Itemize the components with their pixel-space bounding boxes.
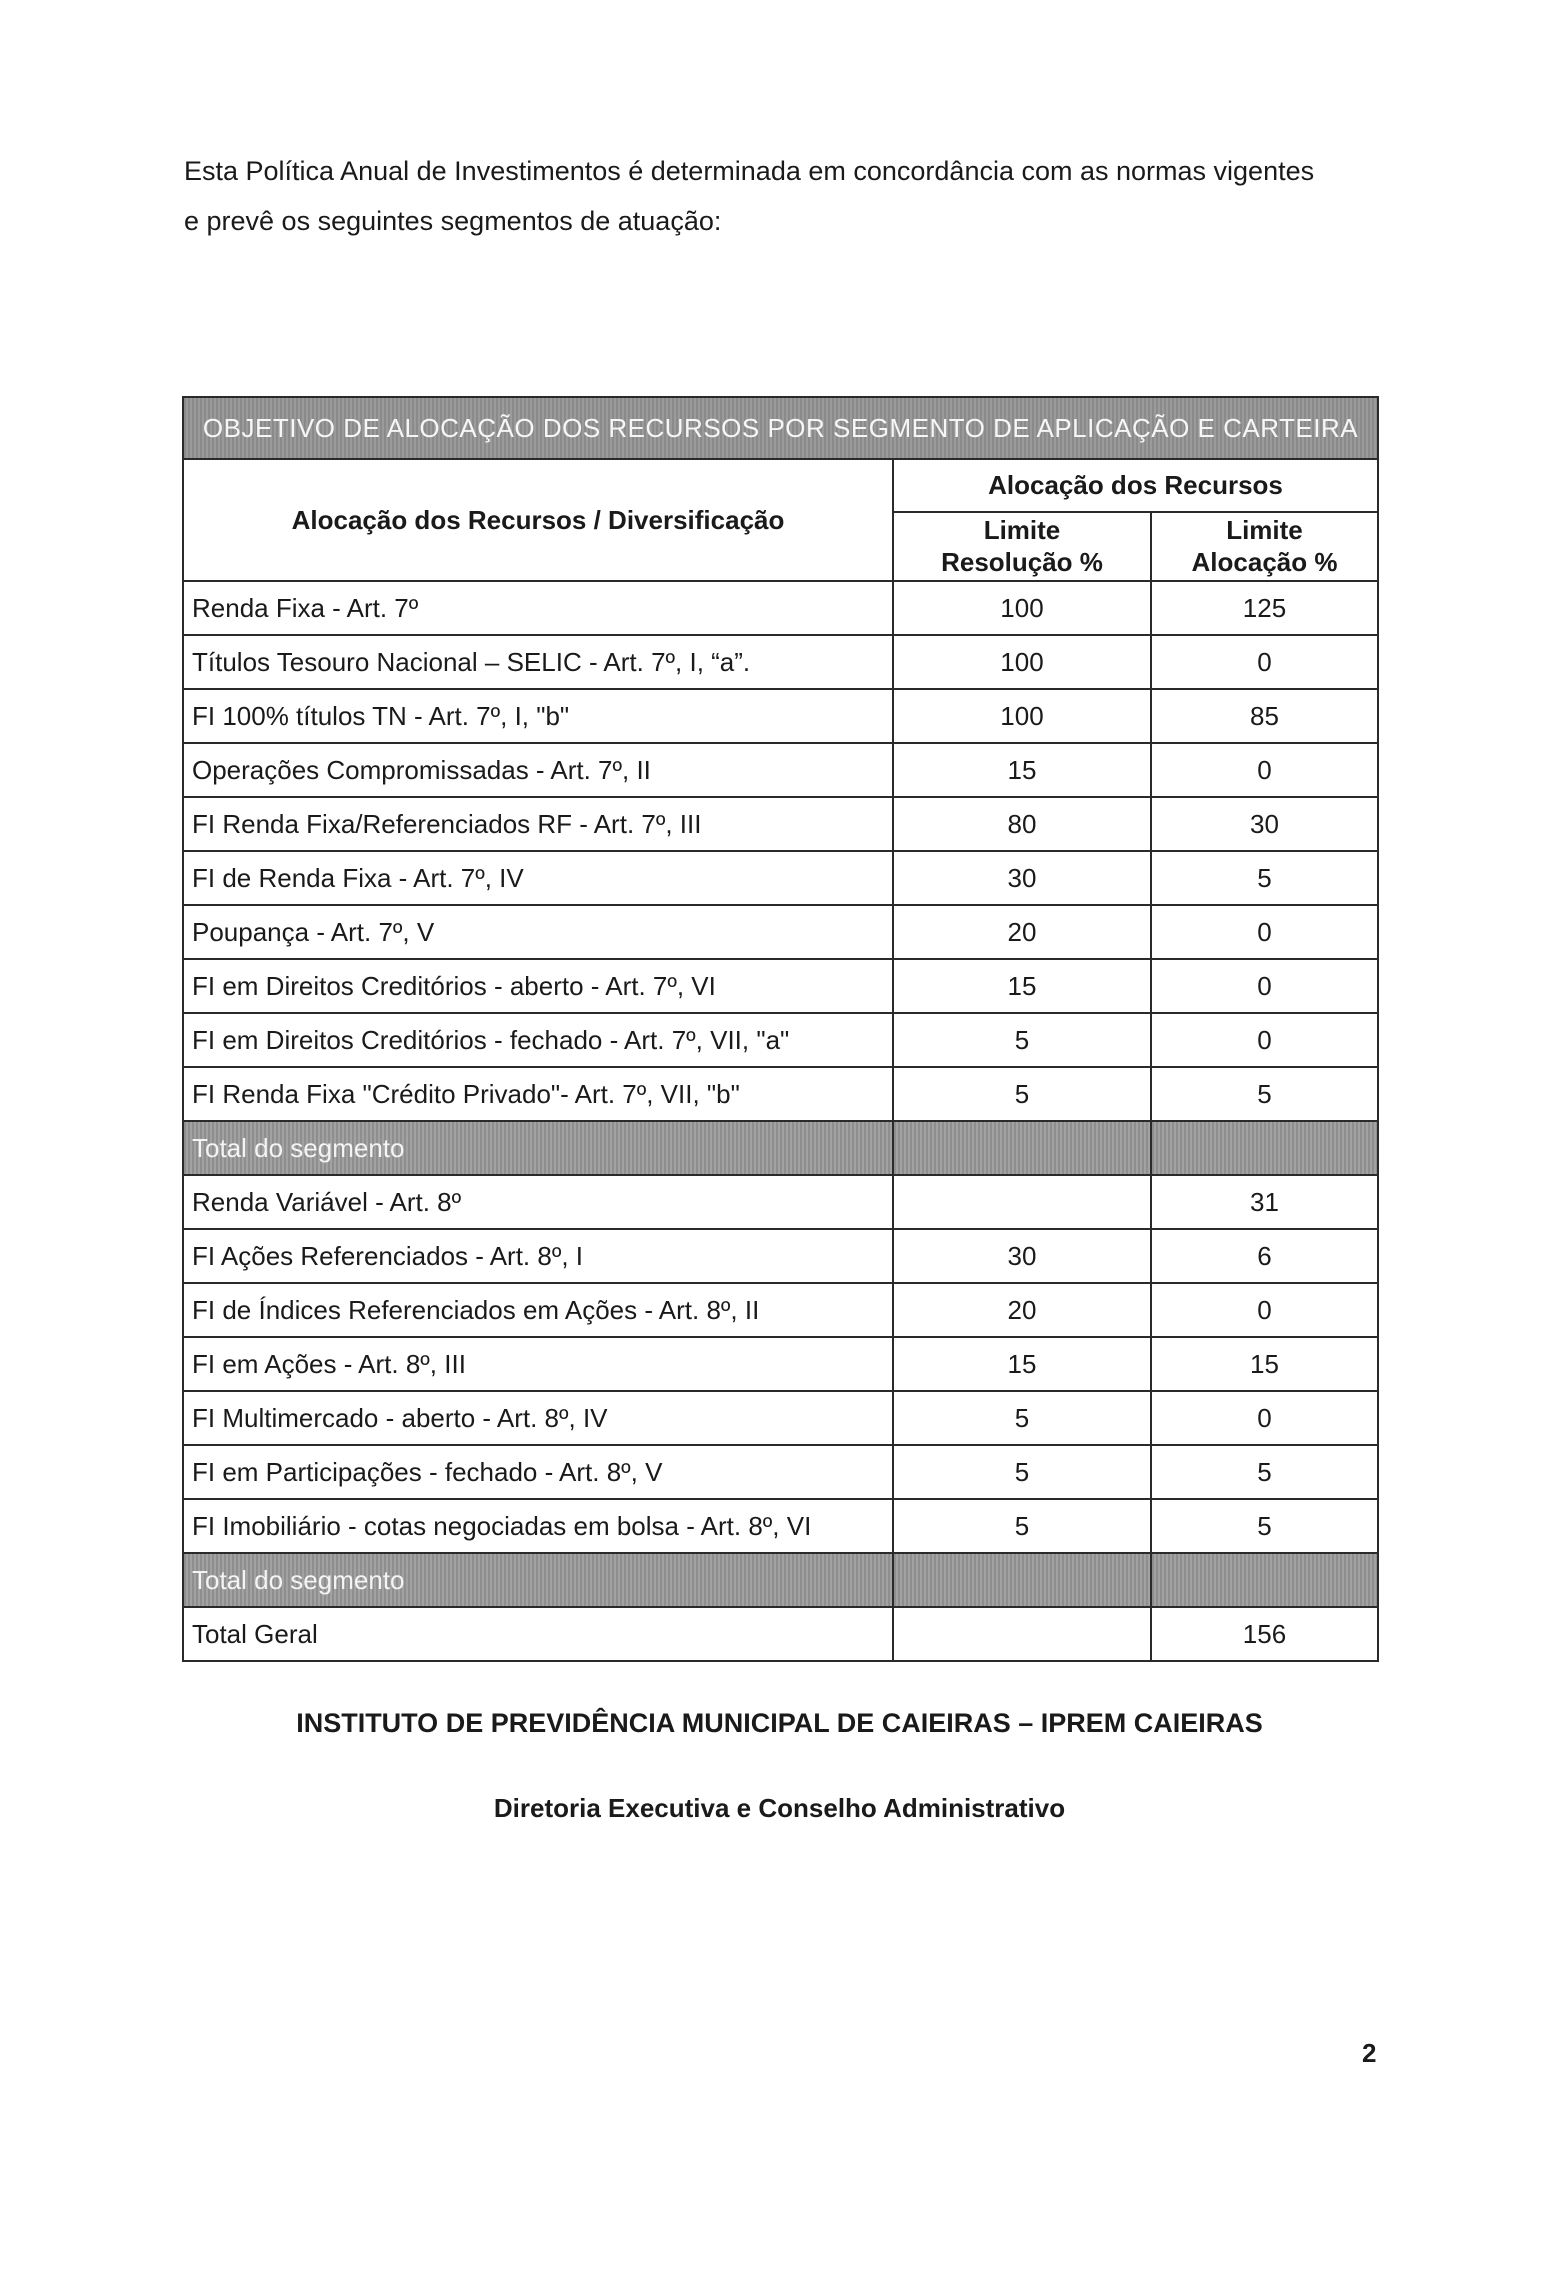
row-limit-allocation: 5 bbox=[1151, 1499, 1378, 1553]
table-row bbox=[183, 1229, 1378, 1283]
allocation-table bbox=[182, 396, 1379, 1662]
row-label: FI em Direitos Creditórios - aberto - Art. 7º, VI bbox=[183, 959, 893, 1013]
table-row bbox=[183, 1013, 1378, 1067]
row-limit-allocation: 0 bbox=[1151, 1283, 1378, 1337]
table-row bbox=[183, 905, 1378, 959]
row-label: FI Multimercado - aberto - Art. 8º, IV bbox=[183, 1391, 893, 1445]
row-limit-resolution: 30 bbox=[893, 851, 1151, 905]
segment-total-empty bbox=[1151, 1121, 1378, 1175]
row-limit-resolution: 5 bbox=[893, 1445, 1151, 1499]
row-limit-resolution: 5 bbox=[893, 1499, 1151, 1553]
row-limit-resolution: 20 bbox=[893, 1283, 1151, 1337]
row-limit-resolution: 80 bbox=[893, 797, 1151, 851]
table-row bbox=[183, 635, 1378, 689]
row-limit-resolution: 5 bbox=[893, 1391, 1151, 1445]
header-allocation-group: Alocação dos Recursos bbox=[893, 459, 1378, 512]
row-limit-allocation: 0 bbox=[1151, 635, 1378, 689]
row-limit-resolution: 15 bbox=[893, 1337, 1151, 1391]
row-limit-allocation: 125 bbox=[1151, 581, 1378, 635]
row-limit-resolution: 5 bbox=[893, 1013, 1151, 1067]
intro-paragraph bbox=[184, 146, 1384, 246]
row-label: FI em Direitos Creditórios - fechado - Art. 7º, VII, "a" bbox=[183, 1013, 893, 1067]
segment-total-empty bbox=[893, 1553, 1151, 1607]
header-diversification: Alocação dos Recursos / Diversificação bbox=[183, 459, 893, 581]
row-label: Renda Fixa - Art. 7º bbox=[183, 581, 893, 635]
table-row bbox=[183, 959, 1378, 1013]
segment-total-empty bbox=[893, 1121, 1151, 1175]
table-row bbox=[183, 1499, 1378, 1553]
header-limit-allocation-line1: Limite bbox=[1226, 515, 1303, 546]
header-limit-allocation bbox=[1151, 512, 1378, 581]
segment-total-row bbox=[183, 1121, 1378, 1175]
row-limit-allocation: 5 bbox=[1151, 851, 1378, 905]
row-limit-allocation: 15 bbox=[1151, 1337, 1378, 1391]
table-row bbox=[183, 743, 1378, 797]
row-limit-resolution: 15 bbox=[893, 959, 1151, 1013]
row-limit-allocation: 0 bbox=[1151, 743, 1378, 797]
segment-total-label: Total do segmento bbox=[183, 1121, 893, 1175]
row-limit-resolution: 100 bbox=[893, 635, 1151, 689]
grand-total-resolution bbox=[893, 1607, 1151, 1661]
row-label: Operações Compromissadas - Art. 7º, II bbox=[183, 743, 893, 797]
grand-total-label: Total Geral bbox=[183, 1607, 893, 1661]
row-limit-resolution: 30 bbox=[893, 1229, 1151, 1283]
row-limit-allocation: 5 bbox=[1151, 1445, 1378, 1499]
segment-total-empty bbox=[1151, 1553, 1378, 1607]
table-row bbox=[183, 1283, 1378, 1337]
header-limit-resolution-line2: Resolução % bbox=[941, 547, 1103, 578]
table-row bbox=[183, 1337, 1378, 1391]
row-limit-allocation: 0 bbox=[1151, 905, 1378, 959]
row-limit-resolution: 100 bbox=[893, 581, 1151, 635]
grand-total-allocation: 156 bbox=[1151, 1607, 1378, 1661]
table-row bbox=[183, 689, 1378, 743]
institute-name: INSTITUTO DE PREVIDÊNCIA MUNICIPAL DE CAIEIRAS – IPREM CAIEIRAS bbox=[296, 1708, 1263, 1738]
segment-total-row bbox=[183, 1553, 1378, 1607]
row-limit-allocation: 0 bbox=[1151, 959, 1378, 1013]
row-limit-resolution: 20 bbox=[893, 905, 1151, 959]
intro-line-1: Esta Política Anual de Investimentos é determinada em concordância com as normas vigentes bbox=[184, 156, 1315, 186]
row-label: FI Renda Fixa "Crédito Privado"- Art. 7º, VII, "b" bbox=[183, 1067, 893, 1121]
table-row bbox=[183, 1445, 1378, 1499]
table-row bbox=[183, 851, 1378, 905]
row-limit-allocation: 0 bbox=[1151, 1391, 1378, 1445]
segment-header-row-renda-variavel bbox=[183, 1175, 1378, 1229]
row-limit-resolution bbox=[893, 1175, 1151, 1229]
row-limit-resolution: 5 bbox=[893, 1067, 1151, 1121]
row-limit-allocation: 85 bbox=[1151, 689, 1378, 743]
row-label: Poupança - Art. 7º, V bbox=[183, 905, 893, 959]
table-banner: OBJETIVO DE ALOCAÇÃO DOS RECURSOS POR SEGMENTO DE APLICAÇÃO E CARTEIRA bbox=[183, 397, 1378, 459]
segment-total-label: Total do segmento bbox=[183, 1553, 893, 1607]
board-name: Diretoria Executiva e Conselho Administrativo bbox=[493, 1793, 1066, 1823]
table-row bbox=[183, 797, 1378, 851]
row-limit-allocation: 6 bbox=[1151, 1229, 1378, 1283]
row-limit-resolution: 15 bbox=[893, 743, 1151, 797]
row-label: FI Ações Referenciados - Art. 8º, I bbox=[183, 1229, 893, 1283]
row-limit-allocation: 31 bbox=[1151, 1175, 1378, 1229]
row-label: FI Imobiliário - cotas negociadas em bolsa - Art. 8º, VI bbox=[183, 1499, 893, 1553]
row-label: FI 100% títulos TN - Art. 7º, I, "b" bbox=[183, 689, 893, 743]
row-label: FI em Participações - fechado - Art. 8º, V bbox=[183, 1445, 893, 1499]
row-label: FI de Índices Referenciados em Ações - Art. 8º, II bbox=[183, 1283, 893, 1337]
row-limit-allocation: 5 bbox=[1151, 1067, 1378, 1121]
segment-header-row-renda-fixa bbox=[183, 581, 1378, 635]
header-limit-resolution bbox=[893, 512, 1151, 581]
row-limit-allocation: 30 bbox=[1151, 797, 1378, 851]
table-row bbox=[183, 1067, 1378, 1121]
grand-total-row bbox=[183, 1607, 1378, 1661]
row-limit-resolution: 100 bbox=[893, 689, 1151, 743]
row-label: FI Renda Fixa/Referenciados RF - Art. 7º, III bbox=[183, 797, 893, 851]
intro-line-2: e prevê os seguintes segmentos de atuação: bbox=[184, 206, 722, 236]
table-row bbox=[183, 1391, 1378, 1445]
row-limit-allocation: 0 bbox=[1151, 1013, 1378, 1067]
row-label: FI de Renda Fixa - Art. 7º, IV bbox=[183, 851, 893, 905]
row-label: Títulos Tesouro Nacional – SELIC - Art. 7º, I, “a”. bbox=[183, 635, 893, 689]
header-limit-resolution-line1: Limite bbox=[983, 515, 1061, 546]
header-limit-allocation-line2: Alocação % bbox=[1191, 547, 1338, 578]
page-number: 2 bbox=[1362, 2038, 1377, 2068]
row-label: FI em Ações - Art. 8º, III bbox=[183, 1337, 893, 1391]
row-label: Renda Variável - Art. 8º bbox=[183, 1175, 893, 1229]
